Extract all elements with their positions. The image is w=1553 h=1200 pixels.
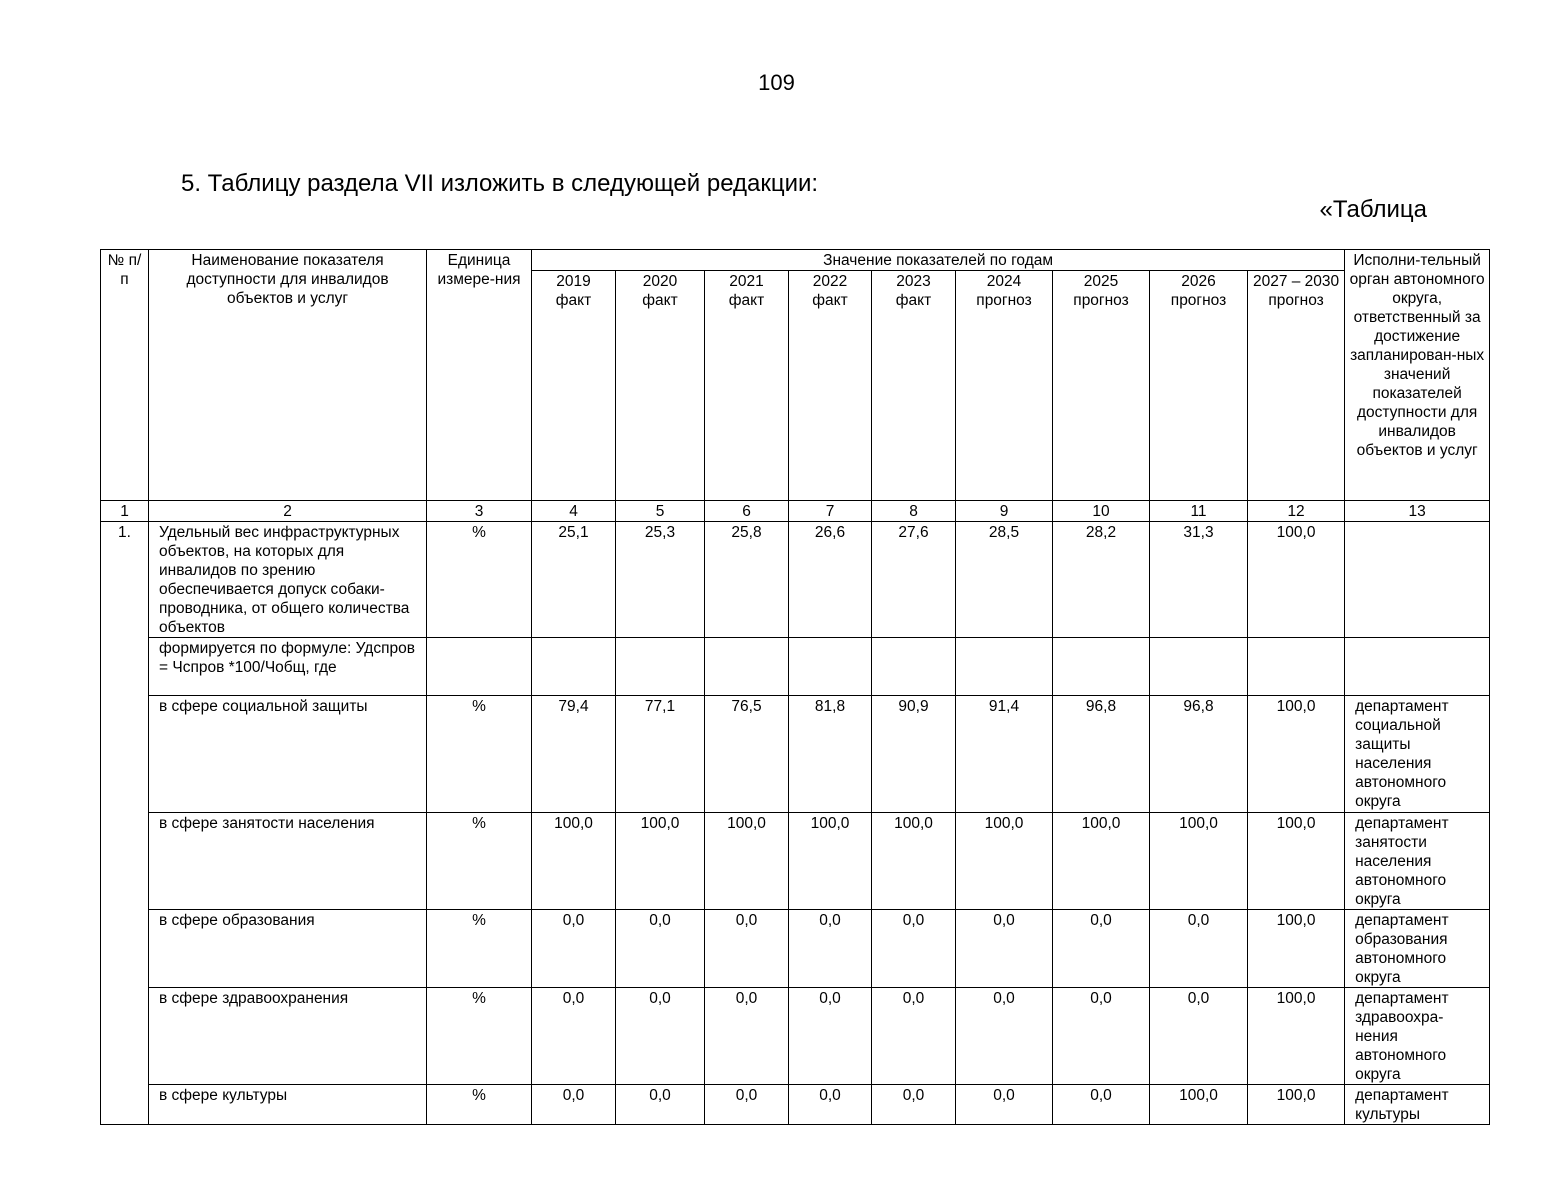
row-name: формируется по формуле: Удспров = Чспров *100/Чобщ, где xyxy=(149,638,427,696)
row-value: 0,0 xyxy=(616,910,705,988)
row-value: 0,0 xyxy=(872,910,956,988)
row-value: 0,0 xyxy=(1150,988,1248,1085)
header-year-cell: 2026 прогноз xyxy=(1150,271,1248,501)
header-years-group: Значение показателей по годам xyxy=(532,250,1345,271)
header-year-cell: 2022 факт xyxy=(789,271,872,501)
table-caption: «Таблица xyxy=(1319,196,1427,223)
row-value: 0,0 xyxy=(705,910,789,988)
row-value xyxy=(1053,638,1150,696)
row-value: 100,0 xyxy=(789,813,872,910)
row-unit xyxy=(427,638,532,696)
column-number: 5 xyxy=(616,501,705,522)
row-unit: % xyxy=(427,910,532,988)
row-value: 79,4 xyxy=(532,696,616,813)
table-row xyxy=(101,696,1490,813)
row-executor: департамент занятости населения автономного округа xyxy=(1345,813,1490,910)
row-num: 1. xyxy=(101,522,149,1125)
row-executor xyxy=(1345,638,1490,696)
row-value: 96,8 xyxy=(1150,696,1248,813)
row-unit: % xyxy=(427,813,532,910)
page-number: 109 xyxy=(758,70,795,95)
row-executor: департамент социальной защиты населения автономного округа xyxy=(1345,696,1490,813)
row-executor: департамент культуры xyxy=(1345,1085,1490,1125)
column-number: 7 xyxy=(789,501,872,522)
row-name: Удельный вес инфраструктурных объектов, на которых для инвалидов по зрению обеспечивается допуск собаки-проводника, от общего количества объектов xyxy=(149,522,427,638)
row-unit: % xyxy=(427,988,532,1085)
row-value: 100,0 xyxy=(956,813,1053,910)
column-number: 9 xyxy=(956,501,1053,522)
row-executor: департамент образования автономного округа xyxy=(1345,910,1490,988)
row-value: 0,0 xyxy=(532,1085,616,1125)
row-value: 100,0 xyxy=(1053,813,1150,910)
row-unit: % xyxy=(427,522,532,638)
row-value: 0,0 xyxy=(1053,988,1150,1085)
row-value xyxy=(532,638,616,696)
header-executor: Исполни-тельный орган автономного округа, ответственный за достижение запланирован-ных значений показателей доступности для инвалидов объектов и услуг xyxy=(1345,250,1490,501)
header-year-cell: 2024 прогноз xyxy=(956,271,1053,501)
row-value: 0,0 xyxy=(1053,1085,1150,1125)
row-value: 25,3 xyxy=(616,522,705,638)
row-value: 77,1 xyxy=(616,696,705,813)
column-number: 10 xyxy=(1053,501,1150,522)
row-value: 91,4 xyxy=(956,696,1053,813)
indicators-table xyxy=(100,249,1490,1125)
row-value: 100,0 xyxy=(872,813,956,910)
row-value: 28,2 xyxy=(1053,522,1150,638)
row-value: 0,0 xyxy=(532,988,616,1085)
row-value xyxy=(956,638,1053,696)
row-executor xyxy=(1345,522,1490,638)
header-year-cell: 2027 – 2030 прогноз xyxy=(1248,271,1345,501)
row-value: 100,0 xyxy=(1248,1085,1345,1125)
row-value: 0,0 xyxy=(616,988,705,1085)
row-value: 100,0 xyxy=(1150,1085,1248,1125)
row-value: 0,0 xyxy=(532,910,616,988)
column-number: 11 xyxy=(1150,501,1248,522)
row-unit: % xyxy=(427,1085,532,1125)
row-value xyxy=(705,638,789,696)
header-year-cell: 2020 факт xyxy=(616,271,705,501)
row-value: 26,6 xyxy=(789,522,872,638)
row-value: 76,5 xyxy=(705,696,789,813)
column-number-row xyxy=(101,501,1490,522)
header-year-cell: 2019 факт xyxy=(532,271,616,501)
header-year-cell: 2021 факт xyxy=(705,271,789,501)
row-value: 100,0 xyxy=(1248,910,1345,988)
row-value: 25,1 xyxy=(532,522,616,638)
row-name: в сфере занятости населения xyxy=(149,813,427,910)
column-number: 6 xyxy=(705,501,789,522)
column-number: 3 xyxy=(427,501,532,522)
column-number: 8 xyxy=(872,501,956,522)
row-name: в сфере социальной защиты xyxy=(149,696,427,813)
header-year-cell: 2023 факт xyxy=(872,271,956,501)
row-value: 0,0 xyxy=(872,988,956,1085)
table-row xyxy=(101,638,1490,696)
row-value: 0,0 xyxy=(956,910,1053,988)
row-value: 81,8 xyxy=(789,696,872,813)
row-executor: департамент здравоохра-нения автономного округа xyxy=(1345,988,1490,1085)
table-row xyxy=(101,988,1490,1085)
header-num: № п/п xyxy=(101,250,149,501)
row-value xyxy=(789,638,872,696)
row-value: 96,8 xyxy=(1053,696,1150,813)
header-name: Наименование показателя доступности для инвалидов объектов и услуг xyxy=(149,250,427,501)
row-value: 100,0 xyxy=(705,813,789,910)
row-value: 0,0 xyxy=(789,988,872,1085)
row-value: 0,0 xyxy=(789,910,872,988)
row-value: 100,0 xyxy=(1248,813,1345,910)
column-number: 2 xyxy=(149,501,427,522)
table-row xyxy=(101,910,1490,988)
row-value: 100,0 xyxy=(1248,988,1345,1085)
row-value: 100,0 xyxy=(1150,813,1248,910)
row-value: 0,0 xyxy=(1150,910,1248,988)
header-unit: Единица измере-ния xyxy=(427,250,532,501)
column-number: 4 xyxy=(532,501,616,522)
column-number: 12 xyxy=(1248,501,1345,522)
column-number: 13 xyxy=(1345,501,1490,522)
row-value xyxy=(1150,638,1248,696)
row-name: в сфере культуры xyxy=(149,1085,427,1125)
header-year-cell: 2025 прогноз xyxy=(1053,271,1150,501)
row-value: 0,0 xyxy=(789,1085,872,1125)
row-value: 0,0 xyxy=(1053,910,1150,988)
row-value: 27,6 xyxy=(872,522,956,638)
row-value: 100,0 xyxy=(1248,696,1345,813)
row-value: 0,0 xyxy=(956,988,1053,1085)
row-value xyxy=(1248,638,1345,696)
row-value: 0,0 xyxy=(956,1085,1053,1125)
row-value: 0,0 xyxy=(616,1085,705,1125)
row-name: в сфере образования xyxy=(149,910,427,988)
table-row xyxy=(101,522,1490,638)
row-unit: % xyxy=(427,696,532,813)
row-value: 31,3 xyxy=(1150,522,1248,638)
row-value: 100,0 xyxy=(532,813,616,910)
row-value: 28,5 xyxy=(956,522,1053,638)
row-value xyxy=(616,638,705,696)
table-row xyxy=(101,813,1490,910)
row-value: 100,0 xyxy=(616,813,705,910)
row-value: 100,0 xyxy=(1248,522,1345,638)
row-value: 0,0 xyxy=(705,1085,789,1125)
column-number: 1 xyxy=(101,501,149,522)
row-value: 25,8 xyxy=(705,522,789,638)
table-row xyxy=(101,1085,1490,1125)
row-value: 90,9 xyxy=(872,696,956,813)
instruction-text: 5. Таблицу раздела VII изложить в следующей редакции: xyxy=(181,170,819,197)
row-value: 0,0 xyxy=(872,1085,956,1125)
row-name: в сфере здравоохранения xyxy=(149,988,427,1085)
row-value: 0,0 xyxy=(705,988,789,1085)
row-value xyxy=(872,638,956,696)
